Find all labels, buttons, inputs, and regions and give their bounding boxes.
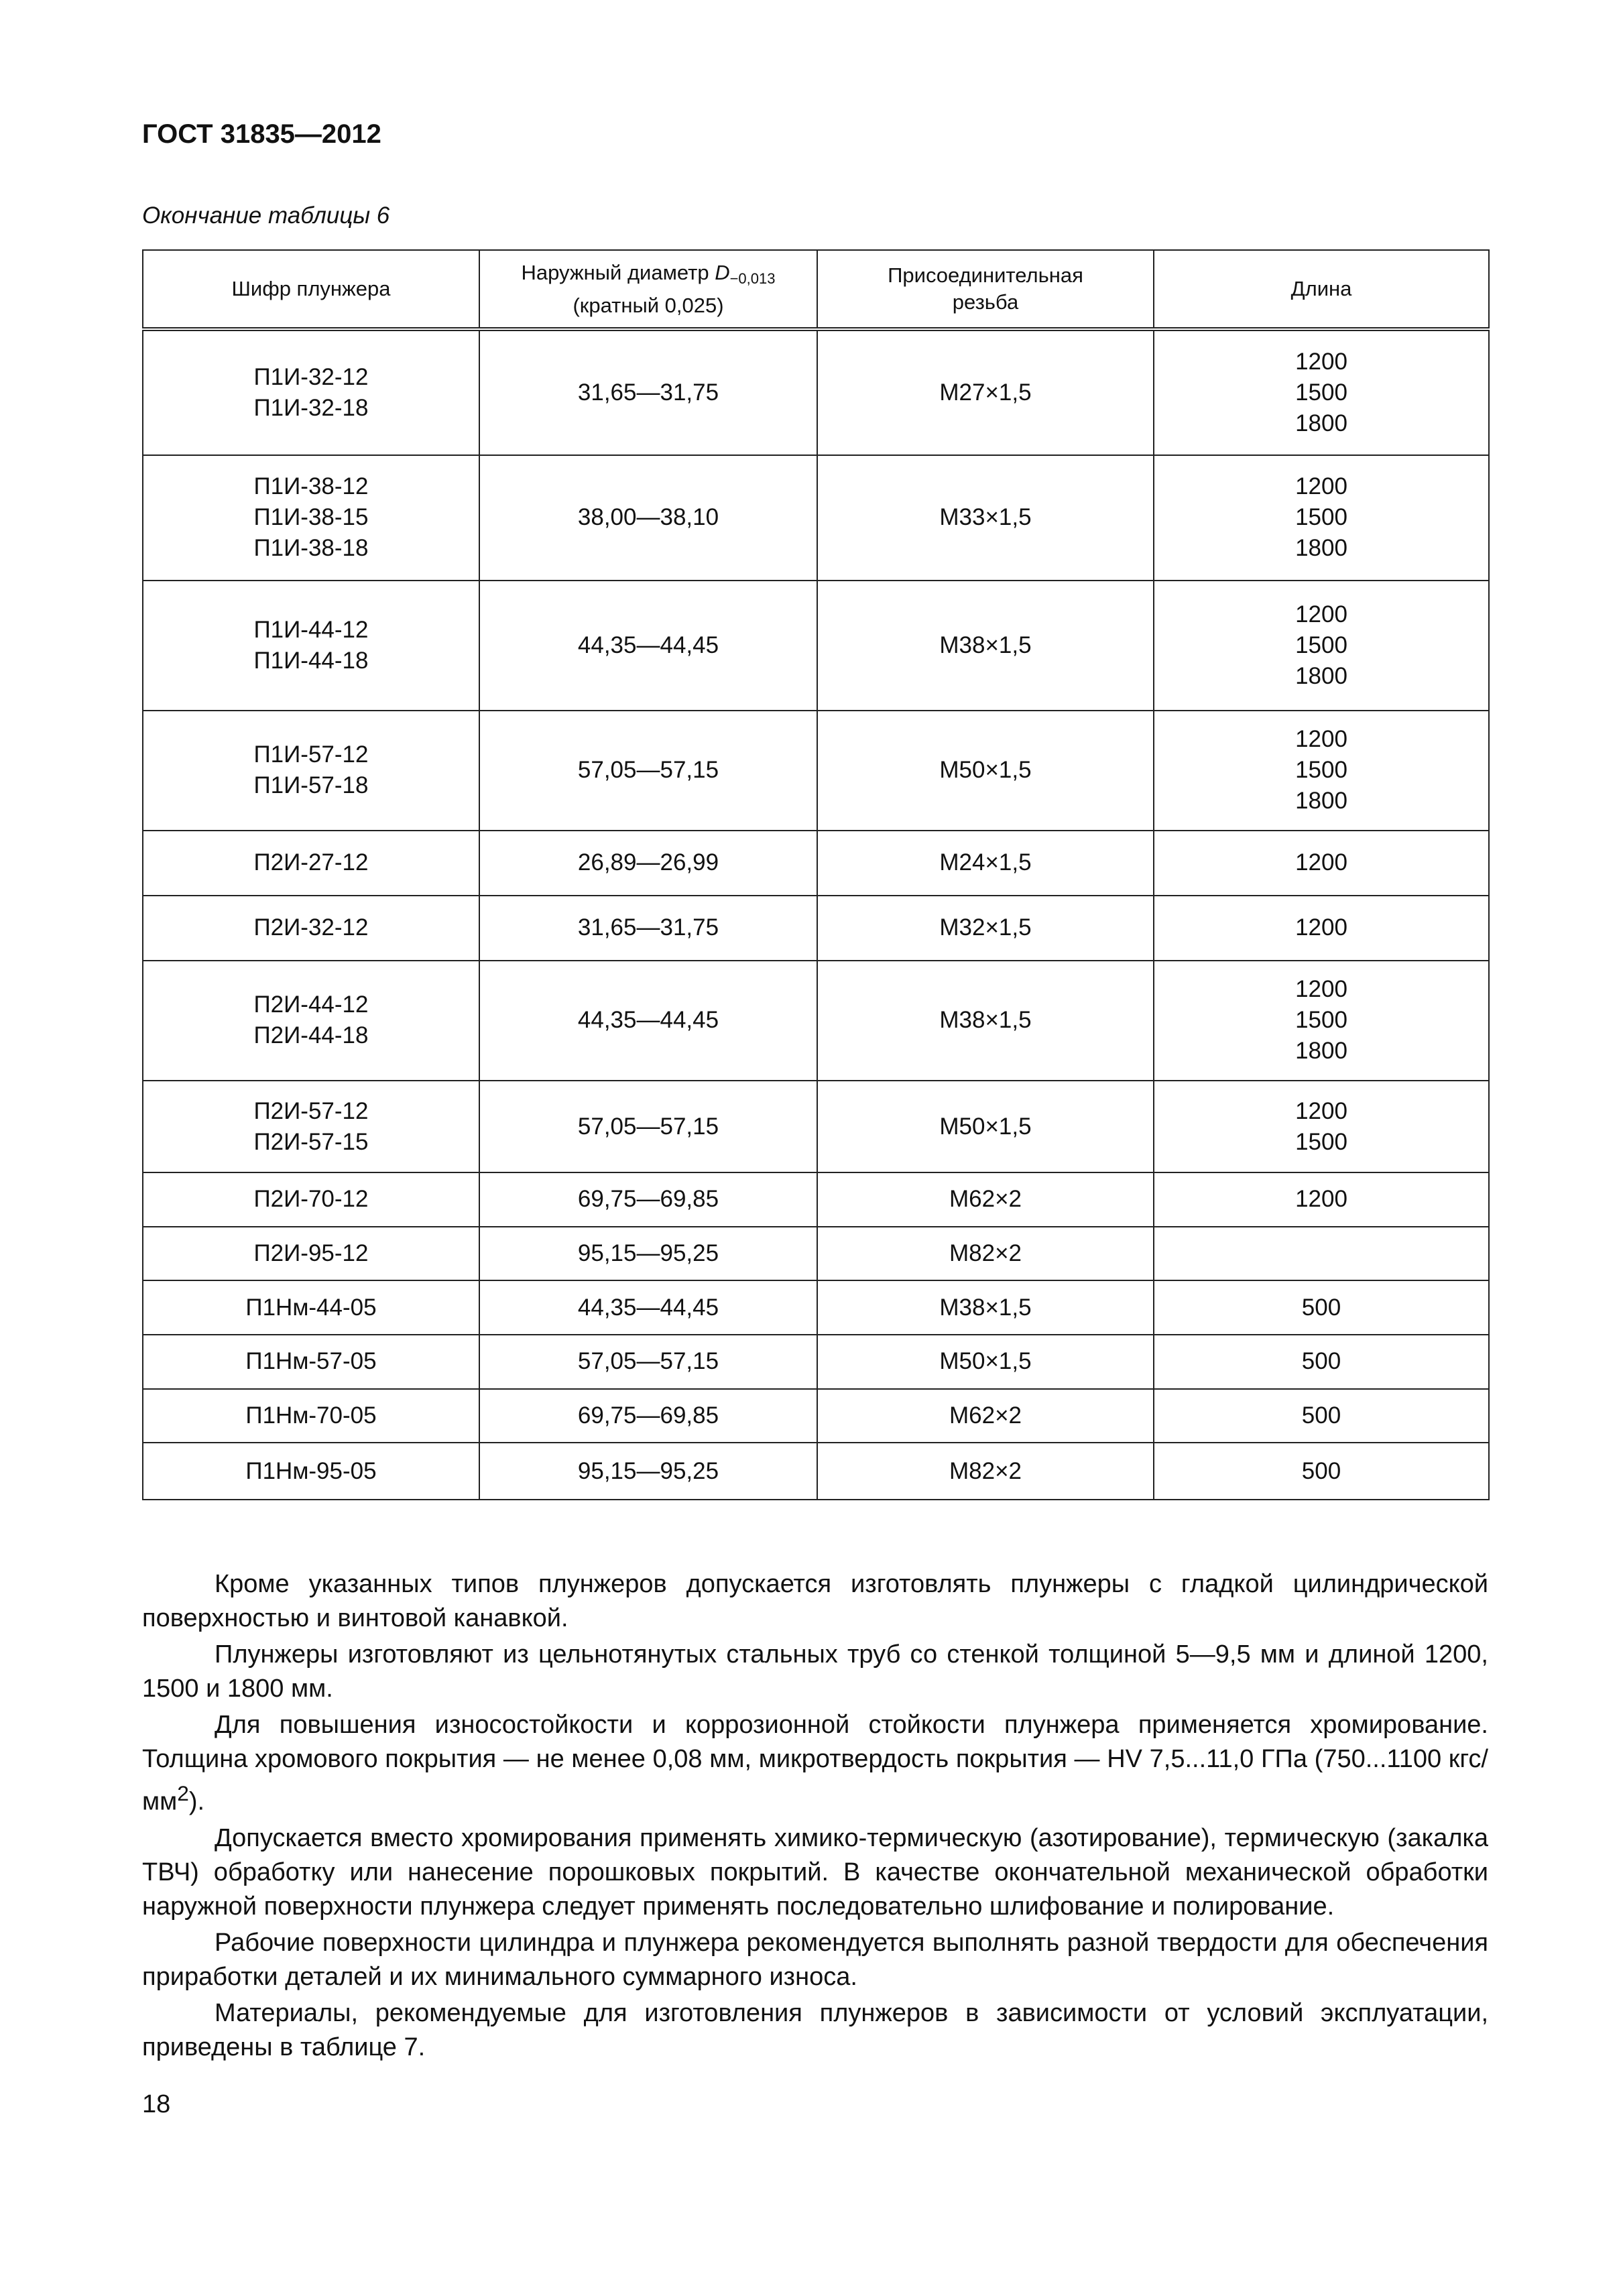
cell-code: П1И-44-12 П1И-44-18 — [143, 581, 479, 711]
paragraph: Для повышения износостойкости и коррозионной стойкости плунжера применяется хромирование. Толщина хромового покрытия — не менее 0,08 мм, микротвердость покрытия — HV 7,5...11,0 ГПа (750...1100 кгс/$мм^2$). — [142, 1711, 1488, 1816]
cell-length: 500 — [1154, 1335, 1489, 1389]
table-row — [143, 1335, 1489, 1389]
cell-length: 1200 1500 1800 — [1154, 455, 1489, 581]
cell-thread: М27×1,5 — [817, 329, 1154, 455]
cell-length: 1200 — [1154, 831, 1489, 896]
cell-length: 500 — [1154, 1443, 1489, 1500]
cell-length: 1200 — [1154, 1172, 1489, 1227]
table-header-row — [143, 250, 1489, 329]
standard-header: ГОСТ 31835—2012 — [142, 119, 381, 149]
cell-diameter: 44,35—44,45 — [479, 581, 817, 711]
paragraph: Материалы, рекомендуемые для изготовления плунжеров в зависимости от условий эксплуатации, приведены в таблице 7. — [142, 1998, 1488, 2061]
cell-code: П1И-38-12 П1И-38-15 П1И-38-18 — [143, 455, 479, 581]
cell-diameter: 57,05—57,15 — [479, 1081, 817, 1172]
cell-length — [1154, 1227, 1489, 1281]
cell-diameter: 95,15—95,25 — [479, 1227, 817, 1281]
cell-diameter: 31,65—31,75 — [479, 329, 817, 455]
body-text — [142, 1567, 1488, 2067]
cell-thread: М62×2 — [817, 1389, 1154, 1443]
cell-diameter: 31,65—31,75 — [479, 896, 817, 961]
paragraph: Плунжеры изготовляют из цельнотянутых стальных труб со стенкой толщиной 5—9,5 мм и длиной 1200, 1500 и 1800 мм. — [142, 1640, 1488, 1703]
table-row — [143, 1081, 1489, 1172]
cell-thread: М24×1,5 — [817, 831, 1154, 896]
cell-code: П2И-70-12 — [143, 1172, 479, 1227]
cell-length: 1200 1500 — [1154, 1081, 1489, 1172]
table-caption: Окончание таблицы 6 — [142, 202, 390, 229]
cell-code: П1Нм-95-05 — [143, 1443, 479, 1500]
cell-thread: М32×1,5 — [817, 896, 1154, 961]
header-code: Шифр плунжера — [143, 250, 479, 329]
table-row — [143, 711, 1489, 831]
cell-thread: М82×2 — [817, 1443, 1154, 1500]
cell-code: П2И-32-12 — [143, 896, 479, 961]
cell-length: 1200 1500 1800 — [1154, 581, 1489, 711]
cell-code: П1И-57-12 П1И-57-18 — [143, 711, 479, 831]
table-row — [143, 1389, 1489, 1443]
cell-length: 1200 — [1154, 896, 1489, 961]
cell-length: 1200 1500 1800 — [1154, 961, 1489, 1081]
cell-code: П1Нм-44-05 — [143, 1280, 479, 1335]
table-row — [143, 1443, 1489, 1500]
cell-diameter: 44,35—44,45 — [479, 961, 817, 1081]
table-row — [143, 455, 1489, 581]
table-row — [143, 961, 1489, 1081]
cell-thread: М38×1,5 — [817, 1280, 1154, 1335]
plunger-table — [142, 249, 1490, 1500]
cell-code: П1Нм-57-05 — [143, 1335, 479, 1389]
cell-diameter: 95,15—95,25 — [479, 1443, 817, 1500]
cell-code: П2И-95-12 — [143, 1227, 479, 1281]
cell-thread: М82×2 — [817, 1227, 1154, 1281]
table-row — [143, 831, 1489, 896]
cell-code: П1Нм-70-05 — [143, 1389, 479, 1443]
cell-diameter: 26,89—26,99 — [479, 831, 817, 896]
cell-diameter: 57,05—57,15 — [479, 711, 817, 831]
cell-diameter: 57,05—57,15 — [479, 1335, 817, 1389]
cell-diameter: 69,75—69,85 — [479, 1172, 817, 1227]
paragraph: Рабочие поверхности цилиндра и плунжера рекомендуется выполнять разной твердости для обеспечения приработки деталей и их минимального суммарного износа. — [142, 1928, 1488, 1991]
cell-code: П1И-32-12 П1И-32-18 — [143, 329, 479, 455]
table-row — [143, 1227, 1489, 1281]
cell-thread: М38×1,5 — [817, 581, 1154, 711]
cell-thread: М33×1,5 — [817, 455, 1154, 581]
cell-thread: М50×1,5 — [817, 1081, 1154, 1172]
cell-code: П2И-57-12 П2И-57-15 — [143, 1081, 479, 1172]
cell-diameter: 69,75—69,85 — [479, 1389, 817, 1443]
cell-code: П2И-27-12 — [143, 831, 479, 896]
cell-length: 500 — [1154, 1389, 1489, 1443]
paragraph: Допускается вместо хромирования применять химико-термическую (азотирование), термическую (закалка ТВЧ) обработку или нанесение порошковых покрытий. В качестве окончательной механической обработки наружной поверхности плунжера следует применять последовательно шлифование и полирование. — [142, 1823, 1488, 1921]
cell-length: 1200 1500 1800 — [1154, 329, 1489, 455]
cell-thread: М50×1,5 — [817, 1335, 1154, 1389]
cell-thread: М50×1,5 — [817, 711, 1154, 831]
header-length: Длина — [1154, 250, 1489, 329]
header-diameter: Наружный диаметр $D_{-0,013}$ (кратный 0,025) — [479, 250, 817, 329]
cell-thread: М62×2 — [817, 1172, 1154, 1227]
header-thread: Присоединительная резьба — [817, 250, 1154, 329]
cell-diameter: 38,00—38,10 — [479, 455, 817, 581]
cell-length: 1200 1500 1800 — [1154, 711, 1489, 831]
cell-thread: М38×1,5 — [817, 961, 1154, 1081]
cell-length: 500 — [1154, 1280, 1489, 1335]
table-row — [143, 581, 1489, 711]
cell-diameter: 44,35—44,45 — [479, 1280, 817, 1335]
paragraph: Кроме указанных типов плунжеров допускается изготовлять плунжеры с гладкой цилиндрической поверхностью и винтовой канавкой. — [142, 1570, 1488, 1632]
table-row — [143, 896, 1489, 961]
page-number: 18 — [142, 2090, 171, 2118]
cell-code: П2И-44-12 П2И-44-18 — [143, 961, 479, 1081]
table-row — [143, 1172, 1489, 1227]
table-row — [143, 1280, 1489, 1335]
table-row — [143, 329, 1489, 455]
